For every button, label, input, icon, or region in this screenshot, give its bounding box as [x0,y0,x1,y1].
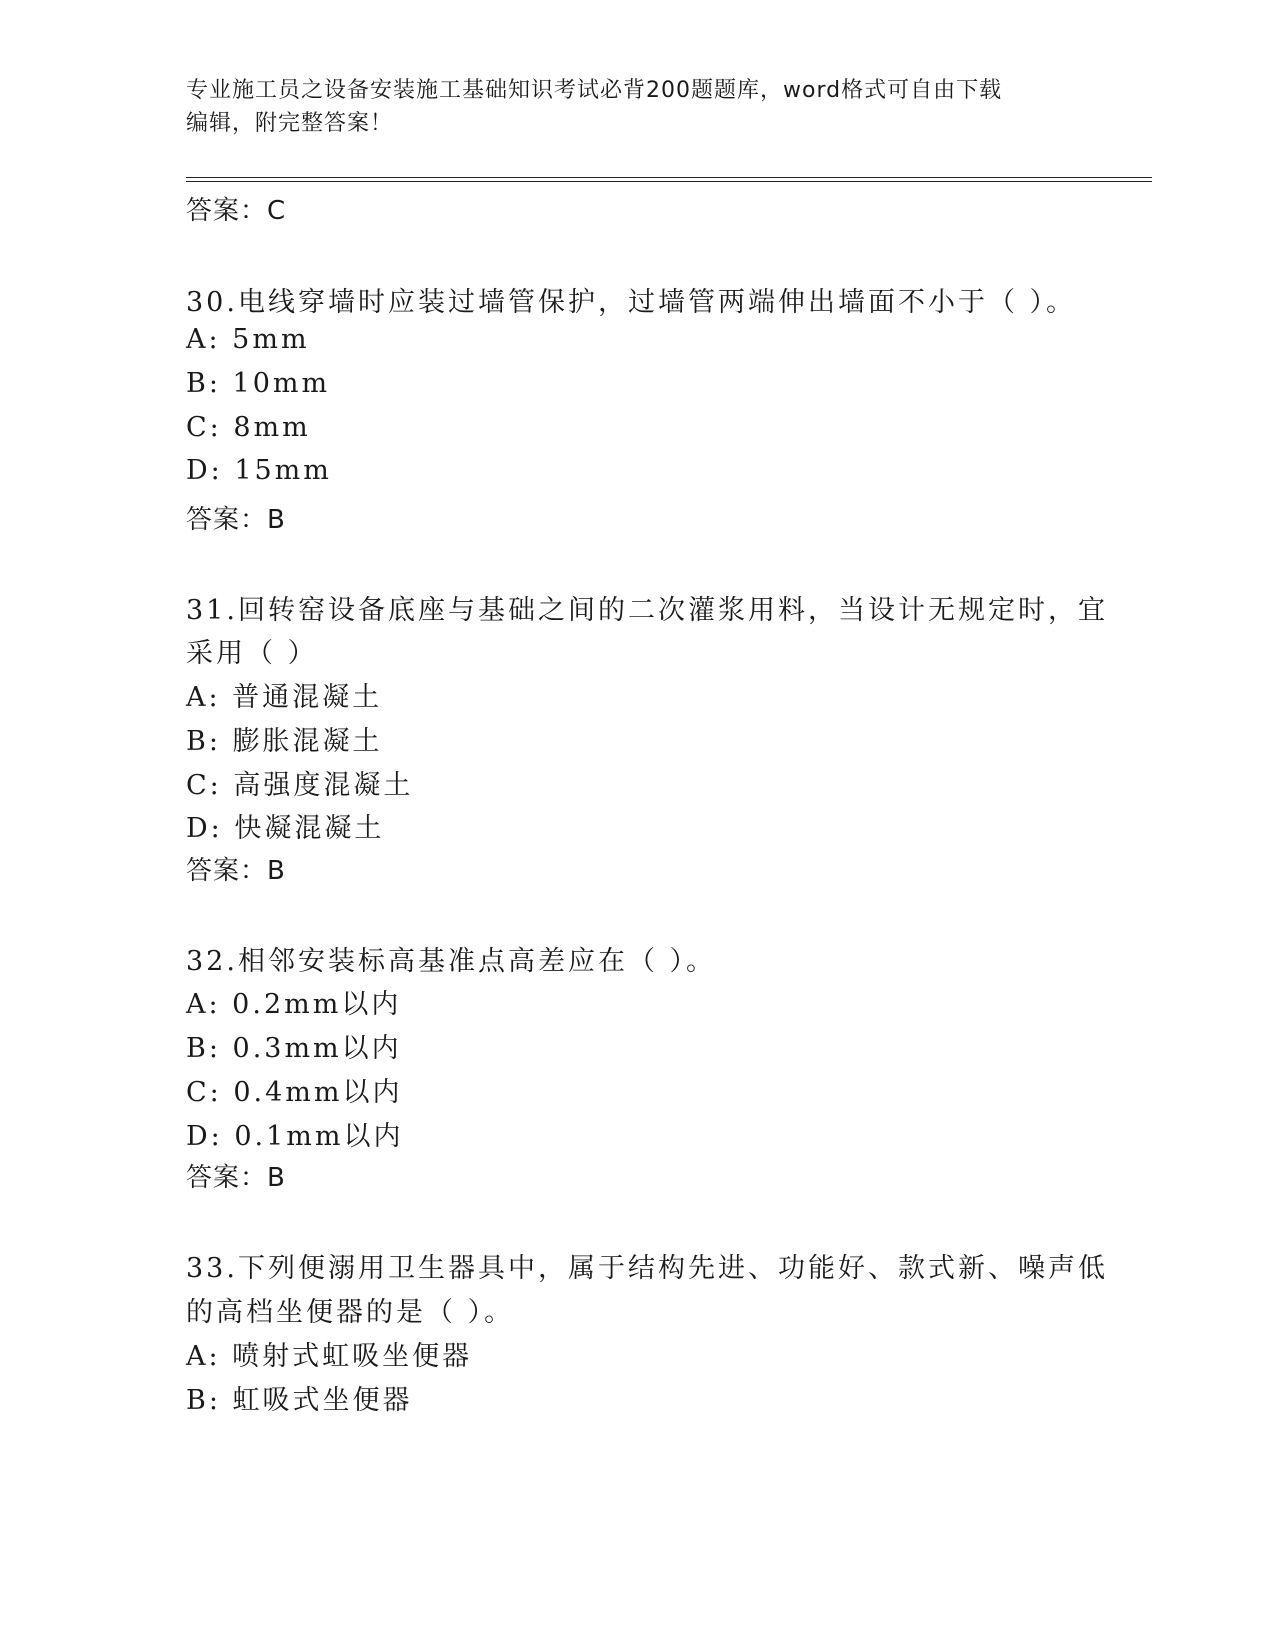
question-30-option-b: B: 10mm [186,368,331,399]
question-30-stem: 30.电线穿墙时应装过墙管保护，过墙管两端伸出墙面不小于（ ）。 [186,287,1077,318]
question-32-option-b: B: 0.3mm以内 [186,1033,402,1064]
question-32-answer: 答案：B [186,1163,286,1193]
question-31-stem-line-2: 采用（ ） [186,638,318,669]
question-31-stem-line-1: 31.回转窑设备底座与基础之间的二次灌浆用料，当设计无规定时，宜 [186,595,1108,626]
question-31-option-a: A: 普通混凝土 [186,682,383,713]
question-31-option-c: C: 高强度混凝土 [186,770,414,801]
previous-answer: 答案：C [186,196,287,226]
question-33-option-b: B: 虹吸式坐便器 [186,1385,413,1416]
header-divider-top [186,177,1152,178]
document-header [186,74,1066,140]
question-30-answer: 答案：B [186,505,286,535]
question-30-option-a: A: 5mm [186,324,310,355]
question-32-option-d: D: 0.1mm以内 [186,1121,404,1152]
question-30-option-c: C: 8mm [186,412,311,443]
question-31-option-b: B: 膨胀混凝土 [186,726,383,757]
question-33-stem-line-2: 的高档坐便器的是（ ）。 [186,1297,515,1328]
header-line-1: 专业施工员之设备安装施工基础知识考试必背200题题库，word格式可自由下载 [186,78,1003,103]
header-line-2: 编辑，附完整答案！ [186,111,394,136]
question-32-option-c: C: 0.4mm以内 [186,1077,403,1108]
question-32-stem: 32.相邻安装标高基准点高差应在（ ）。 [186,946,717,977]
question-30-option-d: D: 15mm [186,455,332,486]
question-33-stem-line-1: 33.下列便溺用卫生器具中，属于结构先进、功能好、款式新、噪声低 [186,1253,1108,1284]
question-33-option-a: A: 喷射式虹吸坐便器 [186,1341,473,1372]
question-31-answer: 答案：B [186,856,286,886]
header-divider-bottom [186,181,1152,182]
question-32-option-a: A: 0.2mm以内 [186,989,402,1020]
question-31-option-d: D: 快凝混凝土 [186,813,385,844]
